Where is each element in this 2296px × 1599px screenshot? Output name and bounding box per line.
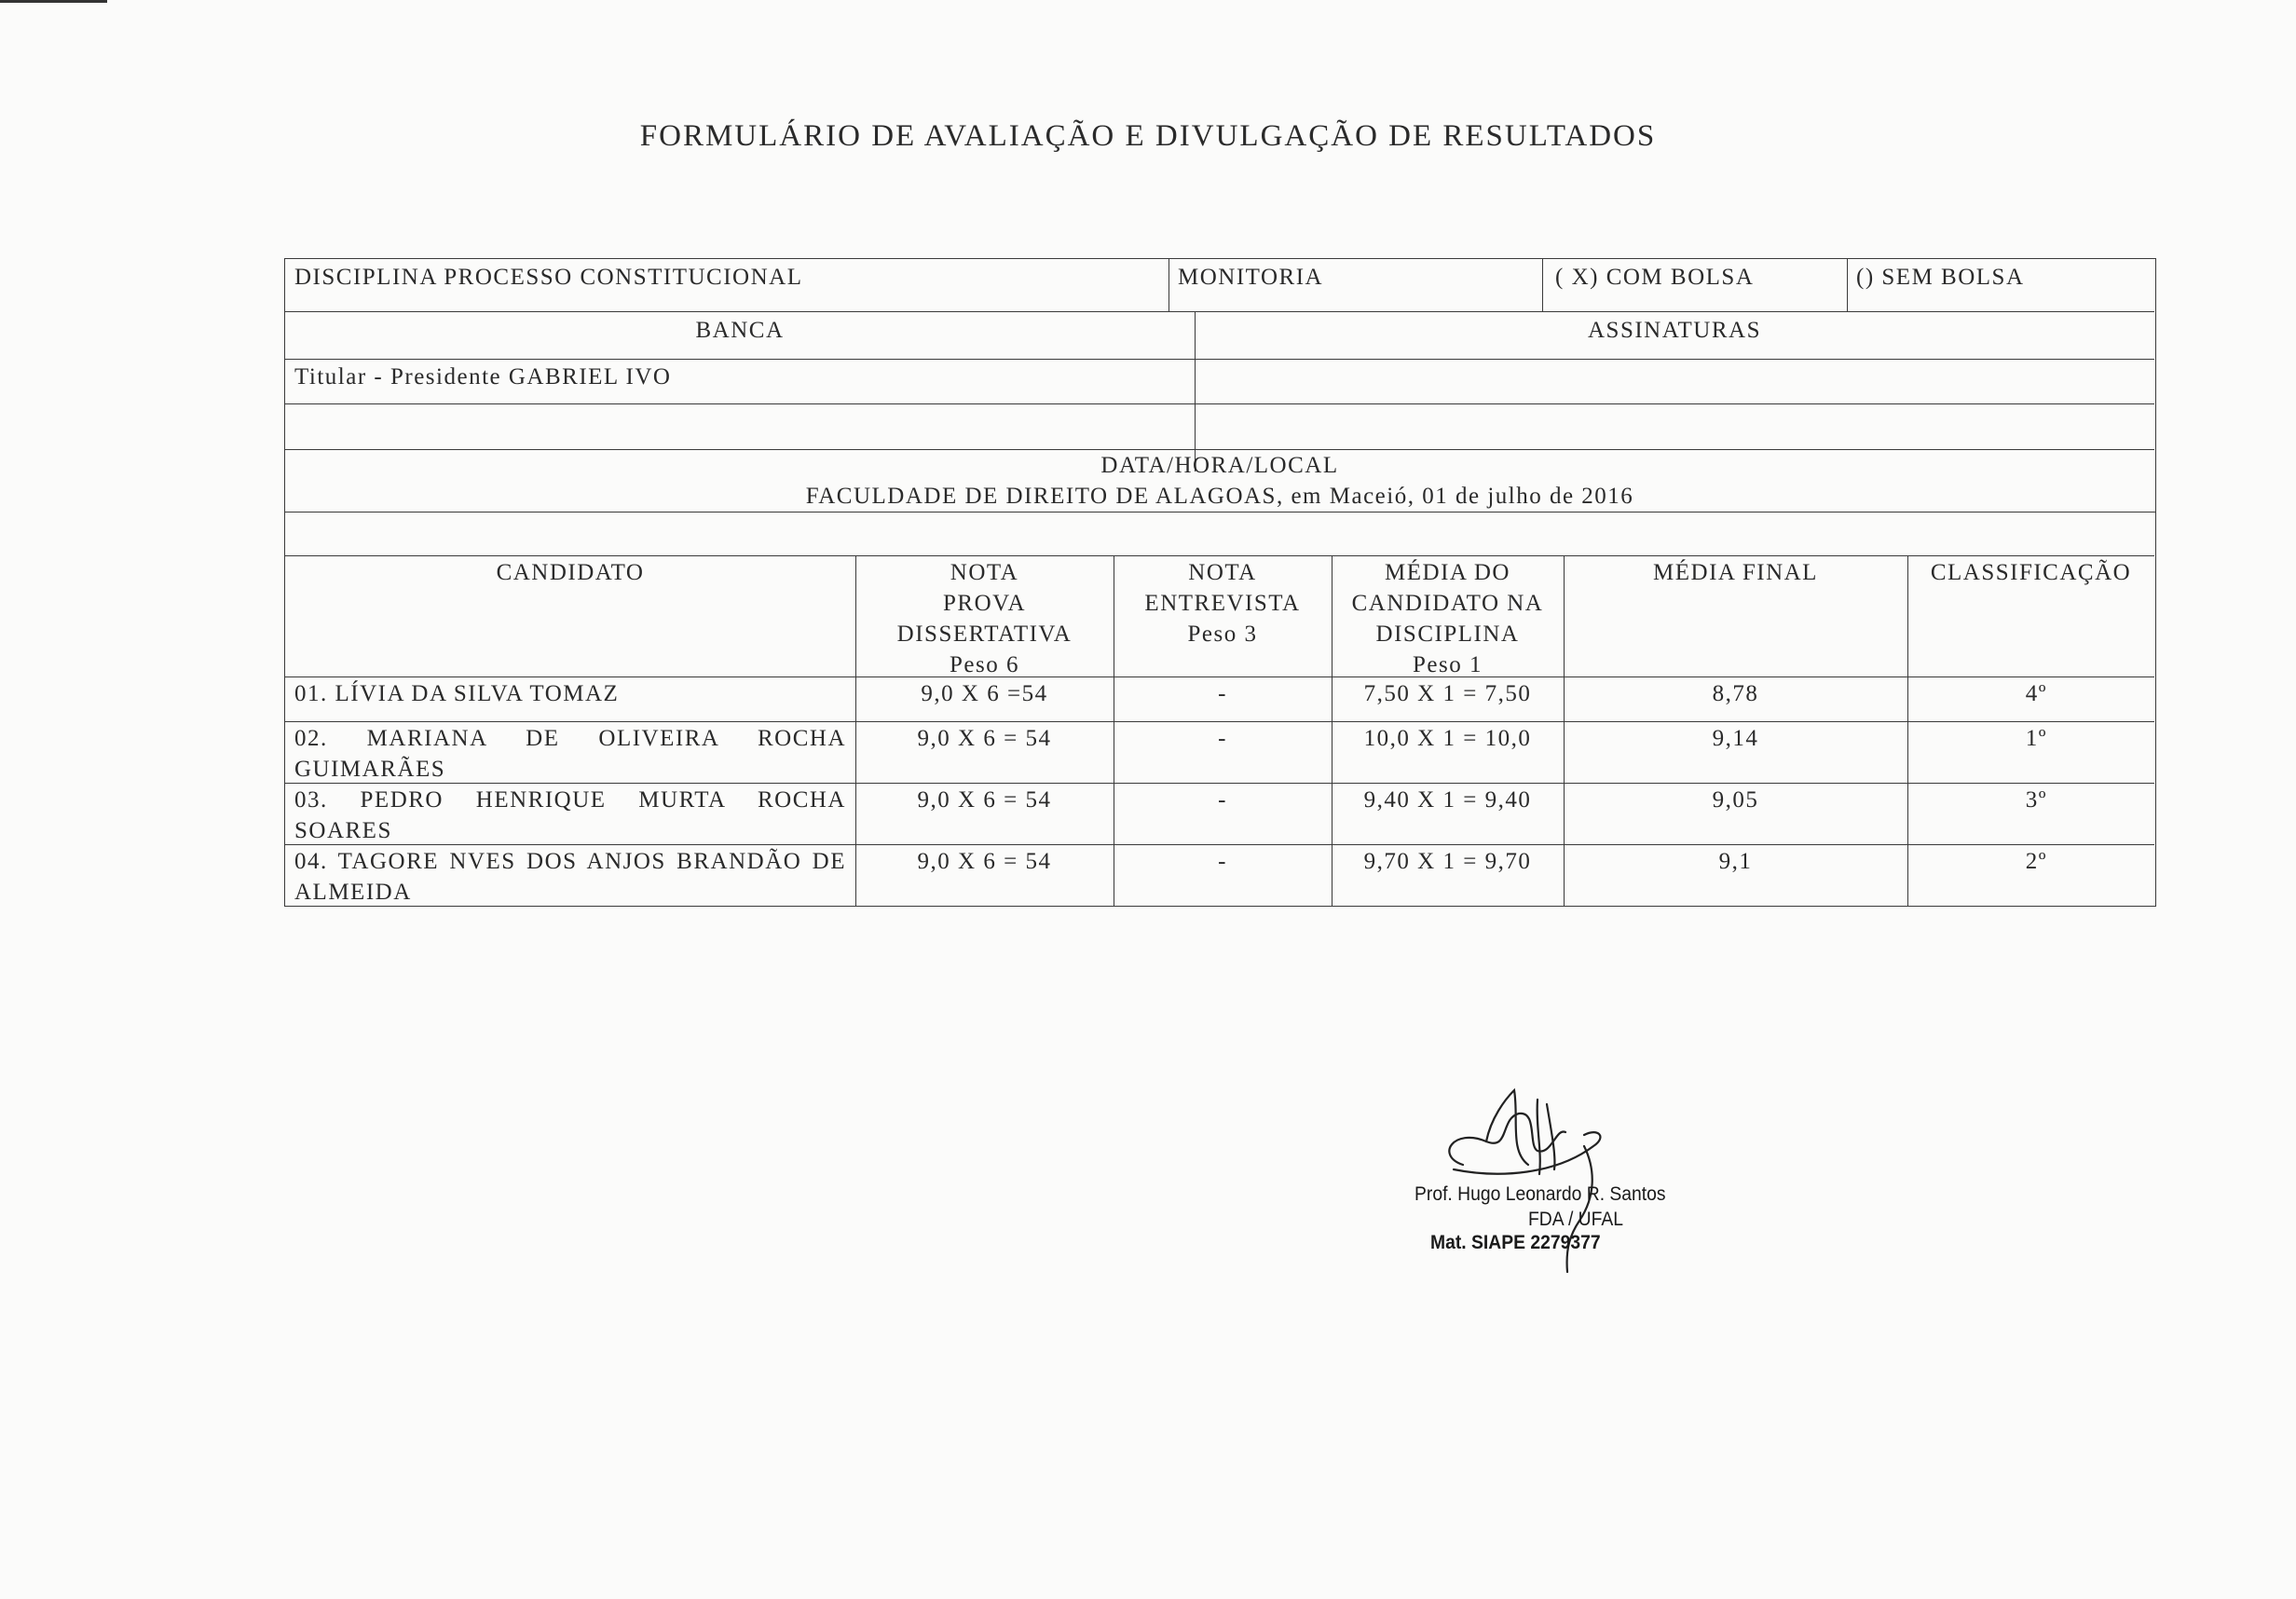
table-cell-nota-entrevista: - [1218,681,1227,706]
table-cell-nota-entrevista: - [1218,849,1227,874]
disciplina-label: DISCIPLINA PROCESSO CONSTITUCIONAL [294,265,803,290]
sem-bolsa-option: () SEM BOLSA [1856,265,2025,290]
table-cell-media-final: 9,1 [1718,849,1753,874]
col-header-nota-prova: NOTA PROVA DISSERTATIVA Peso 6 [896,560,1073,677]
banca-header: BANCA [695,318,785,343]
table-row-candidato: 01. LÍVIA DA SILVA TOMAZ [294,681,620,706]
signature-siape: Mat. SIAPE 2279377 [1430,1232,1601,1253]
table-cell-classificacao: 3º [2025,787,2047,813]
table-cell-classificacao: 2º [2025,849,2047,874]
table-cell-nota-prova: 9,0 X 6 = 54 [917,787,1052,813]
table-cell-classificacao: 1º [2025,726,2047,751]
table-cell-media-candidato: 9,40 X 1 = 9,40 [1363,787,1532,813]
titular-presidente: Titular - Presidente GABRIEL IVO [294,364,672,390]
table-row-candidato: 03. PEDRO HENRIQUE MURTA ROCHA SOARES [294,787,846,843]
signature-org: FDA / UFAL [1528,1209,1624,1230]
col-header-nota-entrevista: NOTA ENTREVISTA Peso 3 [1144,560,1301,647]
table-cell-classificacao: 4º [2025,681,2047,706]
table-cell-nota-prova: 9,0 X 6 = 54 [917,726,1052,751]
signature-name: Prof. Hugo Leonardo R. Santos [1414,1183,1666,1205]
table-row-candidato: 04. TAGORE NVES DOS ANJOS BRANDÃO DE ALMEIDA [294,849,846,905]
table-cell-media-candidato: 10,0 X 1 = 10,0 [1363,726,1532,751]
table-cell-media-candidato: 7,50 X 1 = 7,50 [1363,681,1532,706]
results-table [284,511,2156,907]
page-title: FORMULÁRIO DE AVALIAÇÃO E DIVULGAÇÃO DE RESULTADOS [639,119,1657,153]
monitoria-label: MONITORIA [1178,265,1324,290]
table-cell-nota-prova: 9,0 X 6 = 54 [917,849,1052,874]
table-cell-nota-entrevista: - [1218,787,1227,813]
table-cell-nota-prova: 9,0 X 6 =54 [921,681,1048,706]
table-cell-media-final: 9,14 [1712,726,1759,751]
com-bolsa-option: ( X) COM BOLSA [1555,265,1755,290]
data-hora-local-value: FACULDADE DE DIREITO DE ALAGOAS, em Maceió, 01 de julho de 2016 [805,484,1634,509]
scan-edge-mark [0,0,107,3]
table-cell-media-candidato: 9,70 X 1 = 9,70 [1363,849,1532,874]
data-hora-local-label: DATA/HORA/LOCAL [1100,453,1339,478]
col-header-media-candidato: MÉDIA DO CANDIDATO NA DISCIPLINA Peso 1 [1351,560,1544,677]
col-header-candidato: CANDIDATO [496,560,645,585]
assinaturas-header: ASSINATURAS [1588,318,1761,343]
info-table [284,258,2156,512]
table-cell-nota-entrevista: - [1218,726,1227,751]
table-cell-media-final: 8,78 [1712,681,1759,706]
signature-block [1398,1062,1696,1286]
table-row-candidato: 02. MARIANA DE OLIVEIRA ROCHA GUIMARÃES [294,726,846,782]
col-header-media-final: MÉDIA FINAL [1653,560,1818,585]
col-header-classificacao: CLASSIFICAÇÃO [1930,560,2132,585]
table-cell-media-final: 9,05 [1712,787,1759,813]
